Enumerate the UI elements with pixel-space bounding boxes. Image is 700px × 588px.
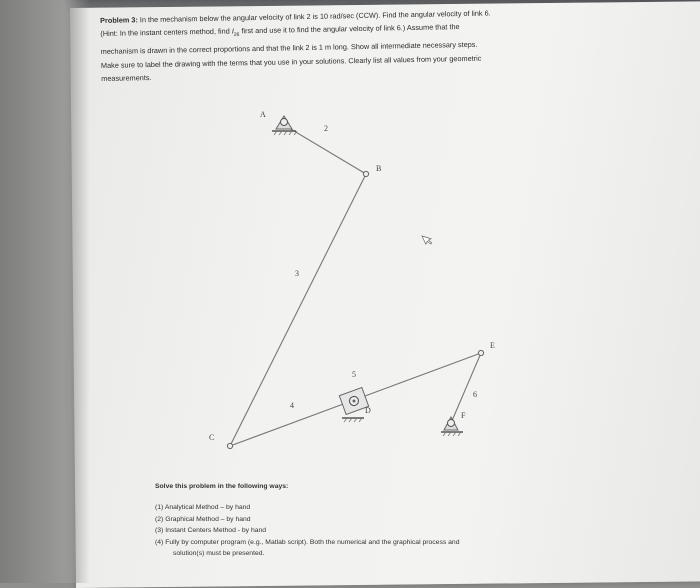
problem-label: Problem 3: <box>100 15 138 25</box>
label-b: B <box>376 164 382 173</box>
method-item: (2) Graphical Method – by hand <box>155 515 251 523</box>
method-item-continuation: solution(s) must be presented. <box>173 550 265 557</box>
label-link-2: 2 <box>324 124 328 133</box>
slider-block-d <box>339 387 368 422</box>
ground-pivot-a <box>272 116 297 135</box>
method-item: (3) Instant Centers Method - by hand <box>155 527 267 534</box>
problem-line-5: measurements. <box>101 73 152 84</box>
solution-methods <box>155 483 595 560</box>
problem-line-2: (Hint: In the instant centers method, find $I_{26}$ first and use it to find the angular velocity of link 6.) Assume that the <box>100 22 460 39</box>
link-6 <box>451 353 481 423</box>
joint-b <box>363 171 368 176</box>
label-f: F <box>461 411 466 420</box>
label-a: A <box>260 110 266 119</box>
label-link-3: 3 <box>295 269 299 278</box>
joint-c <box>227 443 232 448</box>
cursor-icon <box>422 233 433 246</box>
method-item: (4) Fully by computer program (e.g., Matlab script). Both the numerical and the graphical process and <box>155 538 460 546</box>
joint-e <box>478 350 483 355</box>
problem-line-1: Problem 3: In the mechanism below the angular velocity of link 2 is 10 rad/sec (CCW). Find the angular velocity of link 6. <box>100 8 491 25</box>
label-link-5: 5 <box>352 370 356 379</box>
label-d: D <box>365 406 371 415</box>
method-item: (1) Analytical Method – by hand <box>155 504 251 511</box>
label-link-4: 4 <box>290 401 294 410</box>
label-e: E <box>490 341 495 350</box>
ground-pivot-f <box>441 417 463 436</box>
problem-line-4: Make sure to label the drawing with the terms that you use in your solutions. Clearly list all values from your geometric <box>100 53 482 70</box>
label-c: C <box>209 433 215 442</box>
problem-line-3: mechanism is drawn in the correct proportions and that the link 2 is 1 m long. Show all intermediate necessary steps. <box>100 40 478 57</box>
label-link-6: 6 <box>473 390 477 399</box>
methods-title: Solve this problem in the following ways: <box>155 483 289 490</box>
